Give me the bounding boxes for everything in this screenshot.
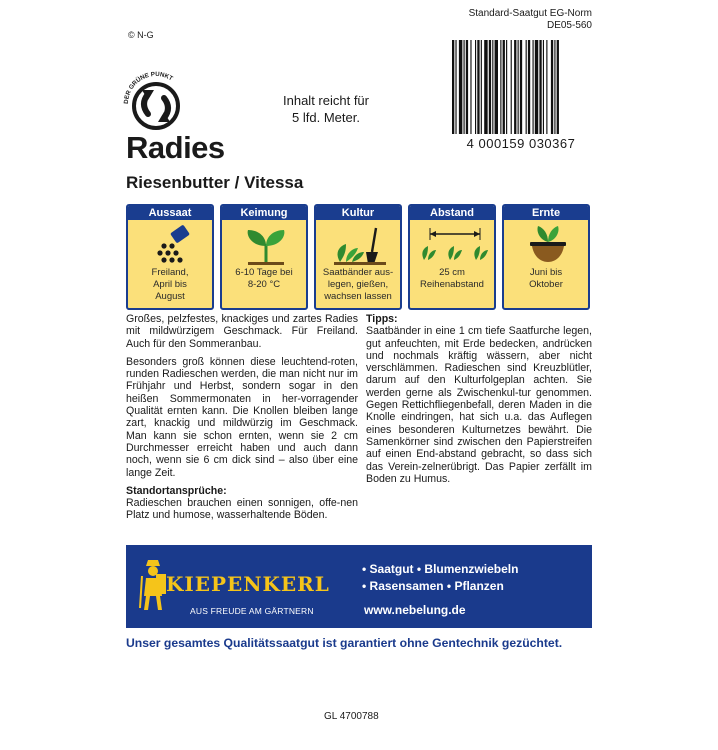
product-range <box>362 561 518 595</box>
kiepenkerl-figure-icon <box>138 556 168 612</box>
brand-slogan: AUS FREUDE AM GÄRTNERN <box>190 606 314 616</box>
card-line: 25 cm <box>439 267 465 278</box>
card-keimung <box>220 204 308 310</box>
content-amount <box>283 92 369 126</box>
card-aussaat <box>126 204 214 310</box>
plant-spade-icon <box>316 222 402 266</box>
card-line: wachsen lassen <box>324 291 392 302</box>
standard-code: DE05-560 <box>546 20 592 31</box>
description-paragraph: Großes, pelzfestes, knackiges und zartes Radies mit mildwürzigem Geschmack. Für Freiland. Auch für den Sommeranbau. <box>126 313 358 350</box>
card-line: 8-20 °C <box>247 279 281 290</box>
card-kultur <box>314 204 402 310</box>
card-header: Ernte <box>504 206 588 220</box>
standard-line: Standard-Saatgut EG-Norm <box>468 8 592 19</box>
card-text <box>224 267 304 291</box>
barcode-bar <box>518 40 519 134</box>
card-header: Abstand <box>410 206 494 220</box>
card-header: Keimung <box>222 206 306 220</box>
card-ernte <box>502 204 590 310</box>
barcode-bar <box>557 40 559 134</box>
location-heading: Standortansprüche: <box>126 484 227 497</box>
barcode-bar <box>511 40 512 134</box>
barcode-bar <box>470 40 471 134</box>
card-line: Oktober <box>529 279 563 290</box>
barcode-bar <box>466 40 468 134</box>
content-line: Inhalt reicht für <box>283 93 369 108</box>
card-line: legen, gießen, <box>327 279 389 290</box>
barcode-bar <box>551 40 553 134</box>
card-line: Reihenabstand <box>420 279 484 290</box>
green-dot-label: DER GRÜNE PUNKT <box>122 70 174 105</box>
barcode-bar <box>554 40 555 134</box>
barcode-bar <box>528 40 530 134</box>
barcode <box>450 40 592 144</box>
content-line: 5 lfd. Meter. <box>292 110 360 125</box>
copyright-note: © N-G <box>128 30 154 40</box>
card-text <box>506 267 586 291</box>
card-line: 6-10 Tage bei <box>235 267 293 278</box>
tips-text: Saatbänder in eine 1 cm tiefe Saatfurche legen, gut anfeuchten, mit Erde bedecken, andrücken und nochmals kräftig wässern, aber nicht verschlämmen. Radieschen sind Kreuzblütler, darum auf den Kulturfolgeplan achten. Sie werden gerne als Zwischenkul-tur genommen. Gegen Rettichfliegenbefall, deren Maden in die Knolle eindringen, hat sich u.a. das Auflegen eines besonderen Kulturnetzes bewährt. Die Samenkörner sind zwischen den Papierstreifen auf einen End-abstand gebracht, so dass sich das Verein-zelnerübrigt. Das Papier zerfällt im Boden zu Humus. <box>366 325 592 485</box>
barcode-bar <box>520 40 522 134</box>
barcode-bar <box>452 40 454 134</box>
tips-column <box>366 313 592 491</box>
barcode-bar <box>543 40 544 134</box>
tips-heading: Tipps: <box>366 313 398 325</box>
product-title: Radies <box>126 130 225 165</box>
standard-info <box>469 8 592 32</box>
barcode-bar <box>464 40 465 134</box>
card-text <box>318 267 398 303</box>
description-column <box>126 313 358 528</box>
product-subtitle: Riesenbutter / Vitessa <box>126 173 304 192</box>
barcode-bar <box>546 40 547 134</box>
barcode-bar <box>533 40 534 134</box>
product-range-line: • Saatgut • Blumenzwiebeln <box>362 562 519 576</box>
gmo-free-note: Unser gesamtes Qualitätssaatgut ist garantiert ohne Gentechnik gezüchtet. <box>126 636 563 650</box>
barcode-number: 4 000159 030367 <box>466 136 576 151</box>
barcode-bar <box>503 40 505 134</box>
barcode-bar <box>526 40 527 134</box>
barcode-bar <box>455 40 456 134</box>
barcode-bar <box>489 40 491 134</box>
barcode-bar <box>495 40 498 134</box>
sprout-icon <box>222 222 308 266</box>
card-line: April bis <box>153 279 187 290</box>
card-text <box>412 267 492 291</box>
card-line: Juni bis <box>529 267 563 278</box>
gl-number: GL 4700788 <box>324 711 379 722</box>
product-range-line: • Rasensamen • Pflanzen <box>362 579 504 593</box>
barcode-bar <box>535 40 538 134</box>
harvest-bowl-icon <box>504 222 590 266</box>
description-paragraph: Besonders groß können diese leuchtend-roten, runden Radieschen werden, die man nicht nur im Frühjahr und Herbst, sondern sogar in den heißen Sommermonaten in her-vorragender Qualität ernten kann. Die Knollen bleiben lange zart, knackig und mildwürzig im Geschmack. Man kann sie schon ernten, wenn sie 2 cm Durchmesser erreicht haben und auch dann noch, wenn sie 6 cm dick sind – also über eine lange Zeit. <box>126 355 358 479</box>
barcode-bar <box>506 40 507 134</box>
barcode-bar <box>539 40 541 134</box>
green-dot-logo <box>118 64 194 140</box>
location-text: Radieschen brauchen einen sonnigen, offe-nen Platz und humose, wasserhaltende Böden. <box>126 497 358 522</box>
card-abstand <box>408 204 496 310</box>
barcode-bar <box>514 40 516 134</box>
barcode-bar <box>500 40 501 134</box>
card-line: Freiland, <box>151 267 189 278</box>
card-line: August <box>155 291 185 302</box>
barcode-bar <box>477 40 479 134</box>
card-header: Kultur <box>316 206 400 220</box>
barcode-bar <box>484 40 487 134</box>
barcode-bar <box>475 40 476 134</box>
row-spacing-icon <box>410 222 496 266</box>
brand-name: KIEPENKERL <box>166 572 330 596</box>
card-text <box>130 267 210 303</box>
seed-scoop-icon <box>128 222 214 266</box>
barcode-bar <box>492 40 493 134</box>
card-header: Aussaat <box>128 206 212 220</box>
barcode-bar <box>459 40 462 134</box>
barcode-bar <box>481 40 482 134</box>
card-line: Saatbänder aus- <box>322 267 394 278</box>
website-link[interactable]: www.nebelung.de <box>364 603 466 617</box>
